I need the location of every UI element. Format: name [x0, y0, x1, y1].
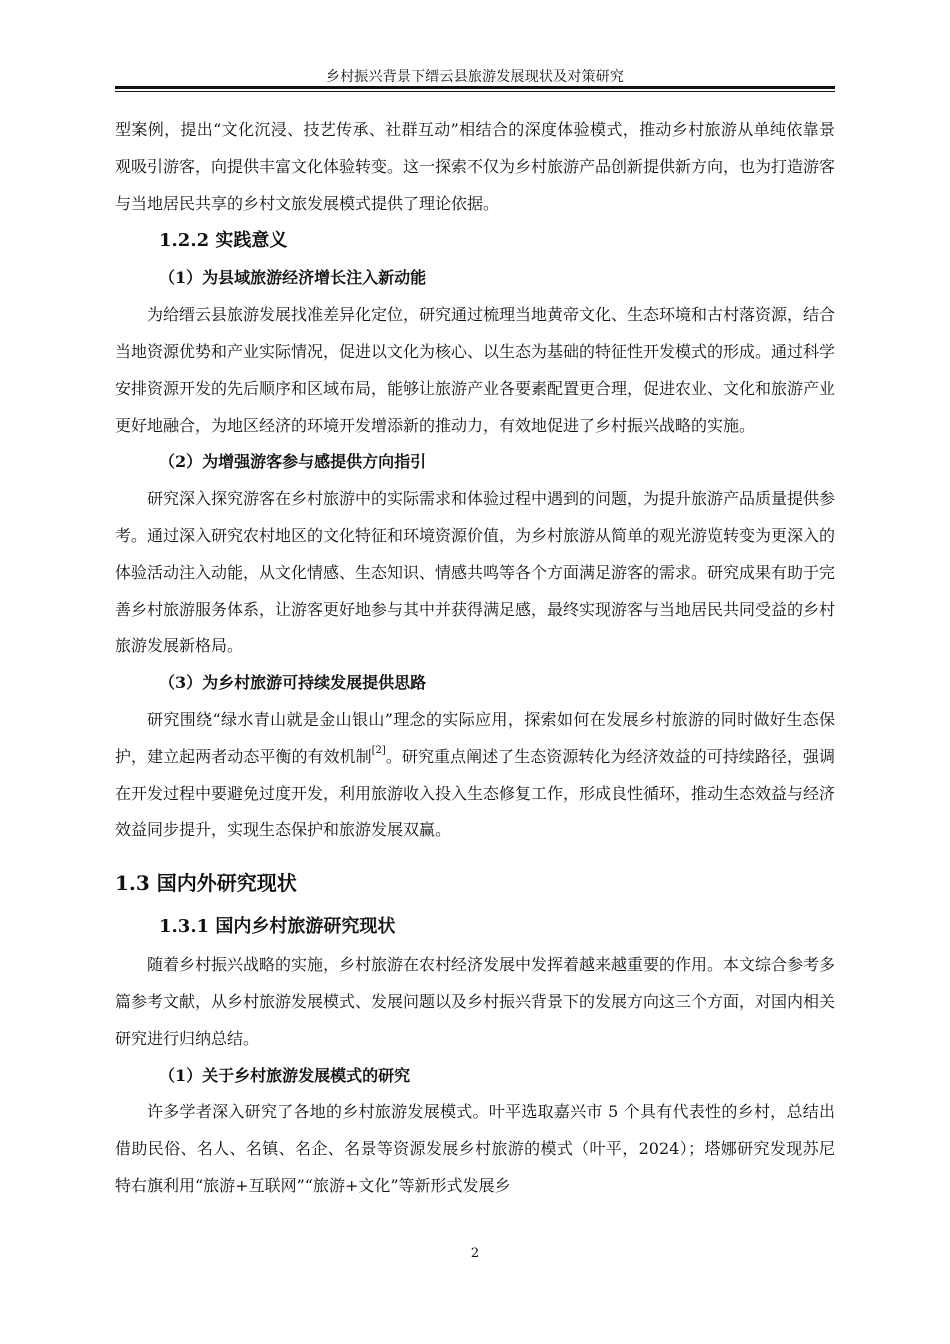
- body-content: [115, 112, 835, 1205]
- subheading-3: （3）为乡村旅游可持续发展提供思路: [159, 673, 427, 693]
- running-header: 乡村振兴背景下缙云县旅游发展现状及对策研究: [325, 69, 625, 85]
- page-number: 2: [470, 1246, 480, 1261]
- paragraph-development-models: 许多学者深入研究了各地的乡村旅游发展模式。叶平选取嘉兴市 5 个具有代表性的乡村，总结出借助民俗、名人、名镇、名企、名景等资源发展乡村旅游的模式（叶平，2024）；塔娜研究发现苏尼特右旗利用“旅游+互联网”“旅游+文化”等新形式发展乡: [115, 1102, 835, 1195]
- paragraph-domestic-research: 随着乡村振兴战略的实施，乡村旅游在农村经济发展中发挥着越来越重要的作用。本文综合参考多篇参考文献，从乡村旅游发展模式、发展问题以及乡村振兴背景下的发展方向这三个方面，对国内相关研究进行归纳总结。: [115, 955, 836, 1048]
- header-rule-thin: [115, 91, 835, 92]
- subheading-1: （1）为县域旅游经济增长注入新动能: [159, 268, 427, 288]
- header-rule-thick: [115, 86, 835, 89]
- paragraph-text-a: 研究围绕“绿水青山就是金山银山”理念的实际应用，探索如何在发展乡村旅游的同时做好生态保护，建立起两者动态平衡的有效机制: [115, 709, 835, 766]
- subheading-2: （2）为增强游客参与感提供方向指引: [159, 452, 427, 472]
- section-heading-1-2-2: 1.2.2 实践意义: [159, 230, 288, 252]
- paragraph-continued: 型案例，提出“文化沉浸、技艺传承、社群互动”相结合的深度体验模式，推动乡村旅游从单纯依靠景观吸引游客，向提供丰富文化体验转变。这一探索不仅为乡村旅游产品创新提供新方向，也为打造游客与当地居民共享的乡村文旅发展模式提供了理论依据。: [115, 120, 836, 213]
- paragraph-county-economy: 为给缙云县旅游发展找准差异化定位，研究通过梳理当地黄帝文化、生态环境和古村落资源，结合当地资源优势和产业实际情况，促进以文化为核心、以生态为基础的特征性开发模式的形成。通过科学安排资源开发的先后顺序和区域布局，能够让旅游产业各要素配置更合理，促进农业、文化和旅游产业更好地融合，为地区经济的环境开发增添新的推动力，有效地促进了乡村振兴战略的实施。: [115, 305, 836, 435]
- section-heading-1-3: 1.3 国内外研究现状: [115, 871, 297, 896]
- paragraph-sustainable-development: [115, 702, 835, 849]
- subheading-4: （1）关于乡村旅游发展模式的研究: [159, 1065, 411, 1085]
- section-heading-1-3-1: 1.3.1 国内乡村旅游研究现状: [159, 916, 396, 938]
- paragraph-visitor-participation: 研究深入探究游客在乡村旅游中的实际需求和体验过程中遇到的问题，为提升旅游产品质量提供参考。通过深入研究农村地区的文化特征和环境资源价值，为乡村旅游从简单的观光游览转变为更深入的体验活动注入动能，从文化情感、生态知识、情感共鸣等各个方面满足游客的需求。研究成果有助于完善乡村旅游服务体系，让游客更好地参与其中并获得满足感，最终实现游客与当地居民共同受益的乡村旅游发展新格局。: [115, 489, 836, 656]
- citation-ref: [2]: [371, 745, 386, 757]
- paragraph-text-b: 。研究重点阐述了生态资源转化为经济效益的可持续路径，强调在开发过程中要避免过度开发，利用旅游收入投入生态修复工作，形成良性循环，推动生态效益与经济效益同步提升，实现生态保护和旅游发展双赢。: [115, 746, 836, 840]
